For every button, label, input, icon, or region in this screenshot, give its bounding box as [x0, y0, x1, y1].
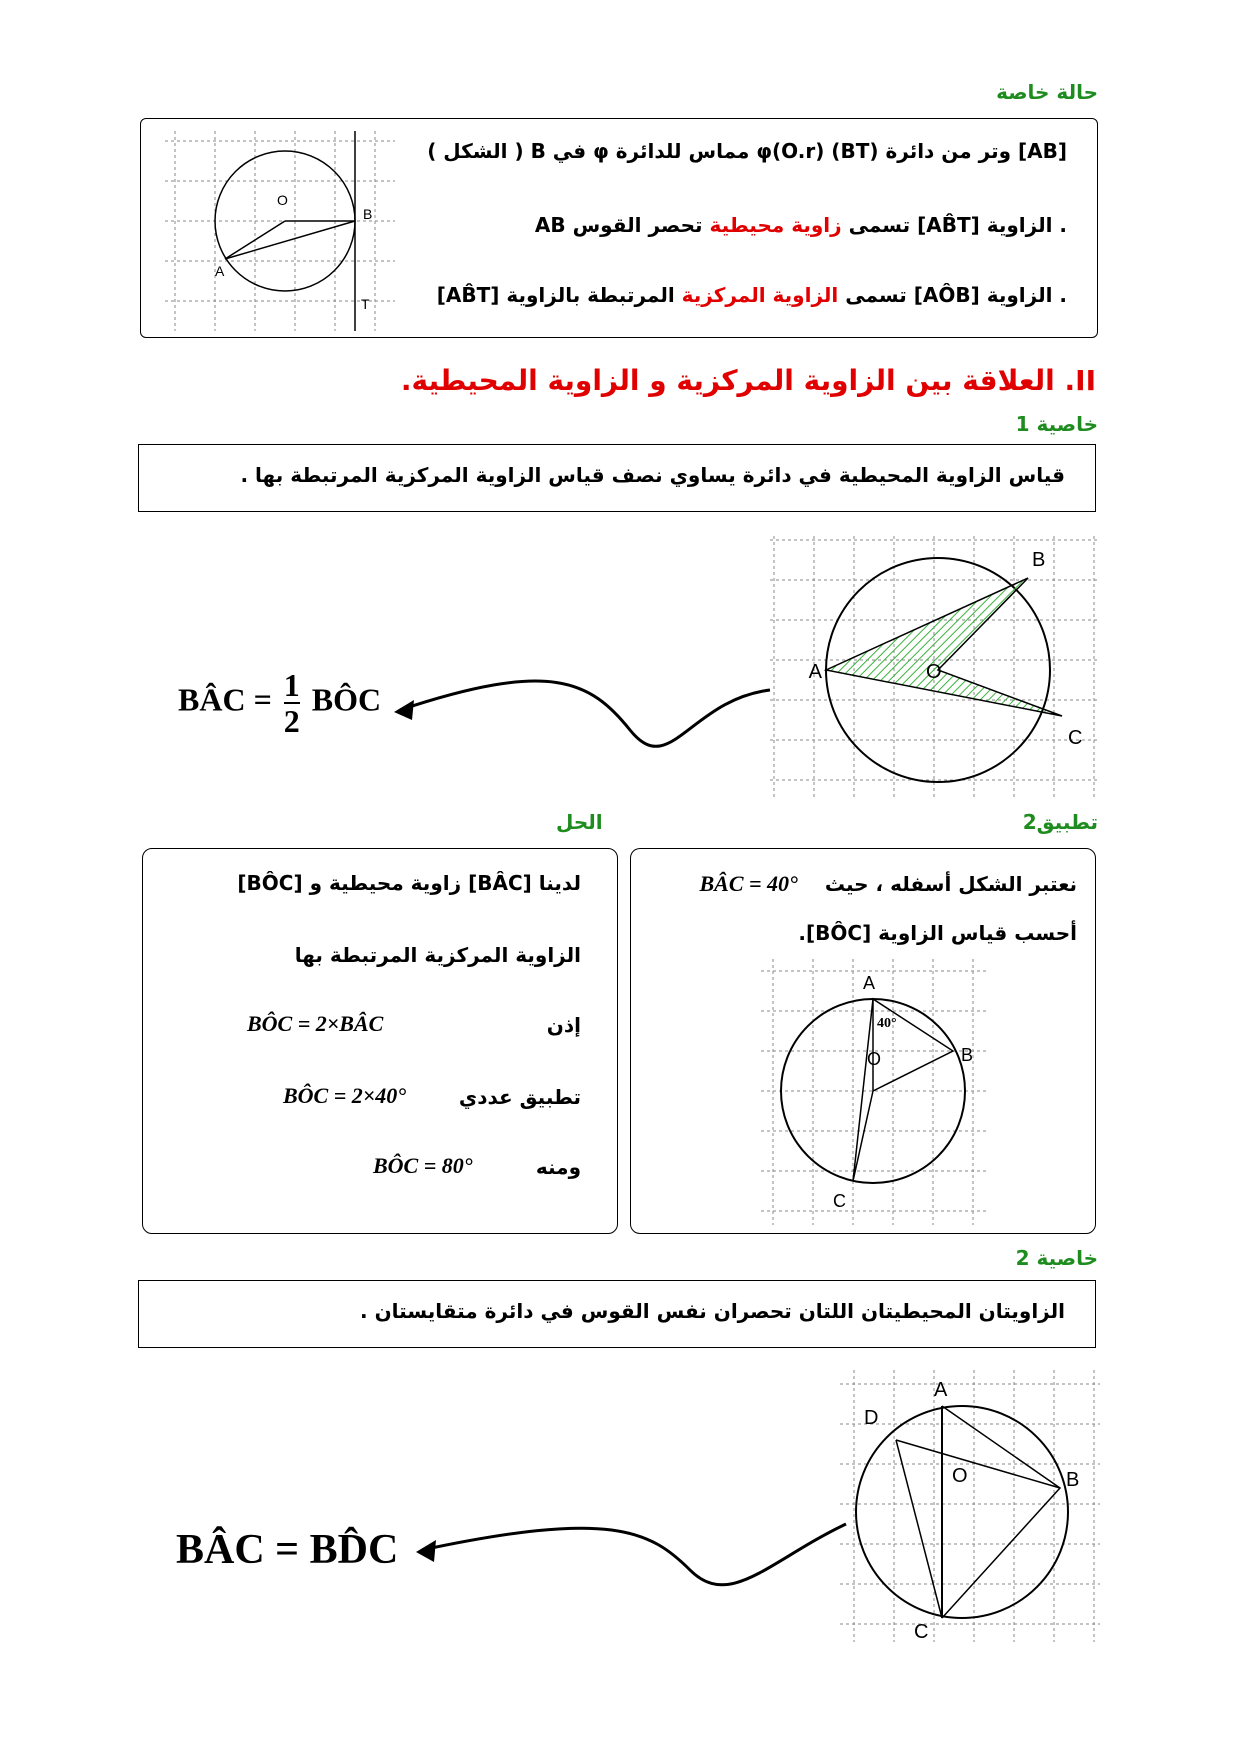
label-o: O	[952, 1465, 968, 1487]
special-case-line1: [AB] وتر من دائرة φ(O.r) (BT) مماس للدائرة φ في B ( الشكل )	[427, 139, 1067, 163]
label-c: C	[833, 1191, 846, 1211]
application2-line1: نعتبر الشكل أسفله ، حيث BÂC = 40°	[699, 871, 1077, 896]
circle-shape	[856, 1406, 1068, 1618]
label-a: A	[808, 661, 822, 683]
label-t: T	[361, 296, 370, 312]
solution-line3-word: إذن	[546, 1013, 581, 1037]
label-b: B	[363, 206, 373, 222]
property2-text: الزاويتان المحيطيتان اللتان تحصران نفس القوس في دائرة متقايستان .	[360, 1299, 1065, 1323]
property2-formula: BÂC = BD̂C	[176, 1527, 399, 1573]
property2-figure	[840, 1370, 1100, 1642]
application2-box	[630, 848, 1096, 1234]
special-case-heading: حالة خاصة	[996, 80, 1098, 104]
label-o: O	[867, 1049, 882, 1069]
application2-heading: تطبيق2	[1022, 810, 1098, 834]
solution-line5-word: ومنه	[535, 1155, 581, 1179]
property1-text: قياس الزاوية المحيطية في دائرة يساوي نصف قياس الزاوية المركزية المرتبطة بها .	[240, 463, 1065, 487]
solution-line4-formula: BÔC = 2×40°	[283, 1083, 407, 1108]
application2-figure	[761, 959, 987, 1225]
label-c: C	[914, 1621, 929, 1642]
arrow-2	[410, 1500, 850, 1600]
label-angle: 40°	[877, 1016, 897, 1031]
label-o: O	[277, 192, 288, 208]
property2-heading: خاصية 2	[1015, 1246, 1098, 1270]
special-case-line3: . الزاوية [AÔB] تسمى الزاوية المركزية المرتبطة بالزاوية [AB̂T]	[436, 283, 1067, 307]
inscribed-angle-term: زاوية محيطية	[709, 213, 842, 237]
property1-formula: BÂC = $\frac{1}{2}$ BÔC	[178, 667, 382, 739]
special-case-line2: . الزاوية [AB̂T] تسمى زاوية محيطية تحصر القوس AB	[534, 213, 1067, 237]
hatched-angles	[826, 578, 1062, 716]
central-angle-term: الزاوية المركزية	[681, 283, 839, 307]
label-o: O	[926, 661, 942, 683]
special-case-box	[140, 118, 1098, 338]
label-a: A	[934, 1379, 948, 1401]
solution-heading: الحل	[556, 810, 603, 834]
section2-title: II. العلاقة بين الزاوية المركزية و الزاوية المحيطية.	[400, 364, 1096, 397]
tangent-figure	[165, 131, 395, 331]
label-a: A	[863, 973, 876, 993]
property1-box	[138, 444, 1096, 512]
solution-line3-formula: BÔC = 2×BÂC	[247, 1011, 384, 1036]
property2-box	[138, 1280, 1096, 1348]
label-c: C	[1068, 727, 1083, 749]
solution-line5-formula: BÔC = 80°	[373, 1153, 473, 1178]
label-b: B	[1066, 1469, 1080, 1491]
property1-heading: خاصية 1	[1015, 412, 1098, 436]
solution-line1: لدينا [BÂC] زاوية محيطية و [BÔC]	[237, 871, 581, 895]
solution-line4-word: تطبيق عددي	[458, 1085, 581, 1109]
property1-figure	[770, 536, 1100, 798]
label-b: B	[961, 1045, 974, 1065]
label-b: B	[1032, 549, 1046, 571]
application2-line2: أحسب قياس الزاوية [BÔC].	[798, 921, 1077, 945]
solution-box	[142, 848, 618, 1234]
label-a: A	[215, 263, 225, 279]
label-d: D	[864, 1407, 879, 1429]
solution-line2: الزاوية المركزية المرتبطة بها	[294, 943, 581, 967]
arrow-1	[390, 640, 780, 760]
